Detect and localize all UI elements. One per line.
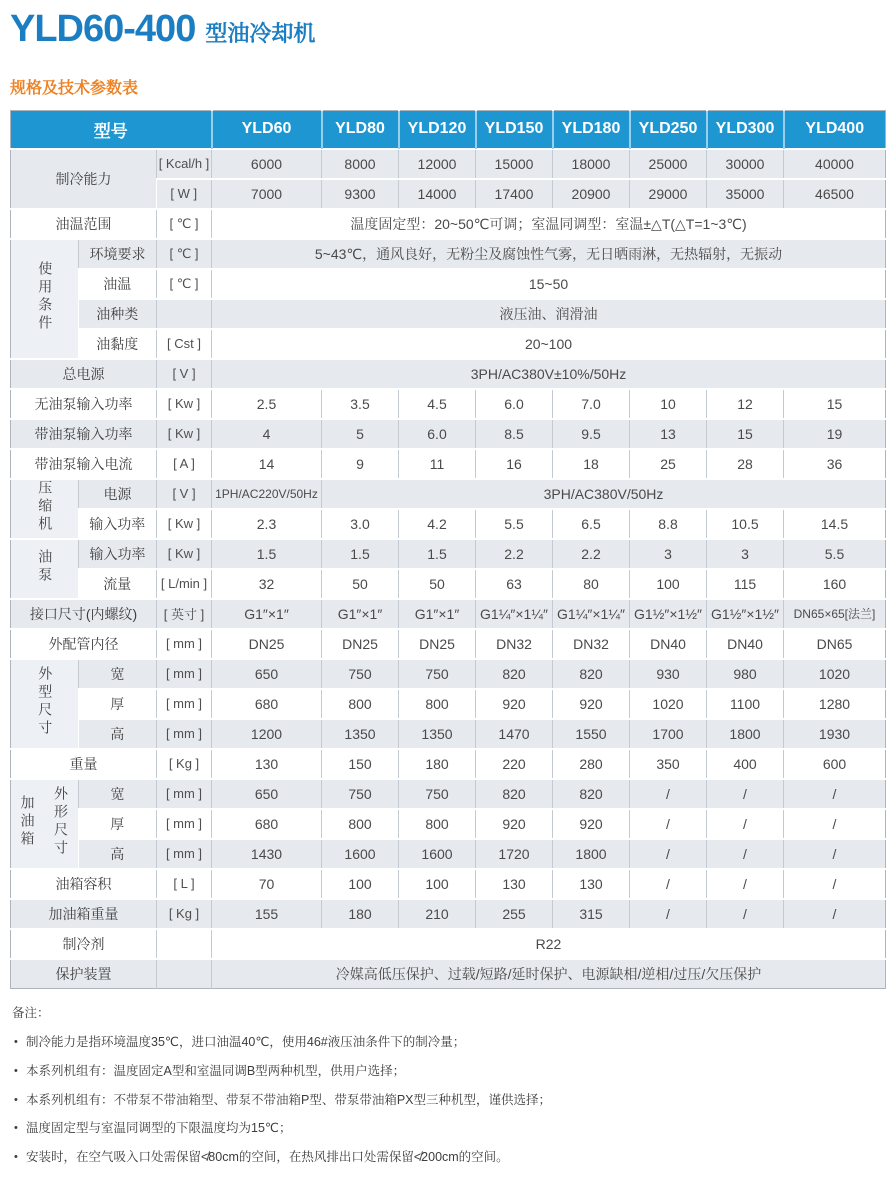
table-row: [11, 749, 886, 779]
value-cell: 3PH/AC380V±10%/50Hz: [212, 359, 886, 389]
unit-cell: [ ℃ ]: [157, 209, 212, 239]
value-cell: 100: [630, 569, 707, 599]
value-cell: 15: [784, 389, 886, 419]
row-label: 流量: [79, 569, 157, 599]
table-row: [11, 299, 886, 329]
value-cell: 1.5: [322, 539, 399, 569]
value-cell: /: [784, 869, 886, 899]
value-cell: 25000: [630, 149, 707, 179]
value-cell: 35000: [707, 179, 784, 209]
value-cell: 100: [322, 869, 399, 899]
group-label-text: 外形尺寸: [52, 786, 69, 858]
value-cell: 1800: [553, 839, 630, 869]
group-label-text: 加油箱: [19, 795, 36, 849]
value-cell: 1470: [476, 719, 553, 749]
spec-table: [10, 110, 886, 989]
value-cell: /: [784, 809, 886, 839]
table-row: [11, 629, 886, 659]
value-cell: 3: [630, 539, 707, 569]
value-cell: /: [630, 839, 707, 869]
value-cell: 920: [476, 809, 553, 839]
value-cell: 8.5: [476, 419, 553, 449]
value-cell: 18000: [553, 149, 630, 179]
note-item: • 本系列机组有：温度固定A型和室温同调B型两种机型，供用户选择；: [12, 1065, 883, 1079]
unit-cell: [157, 299, 212, 329]
value-cell: 46500: [784, 179, 886, 209]
unit-cell: [ ℃ ]: [157, 269, 212, 299]
value-cell: 1600: [399, 839, 476, 869]
note-item: • 温度固定型与室温同调型的下限温度均为15℃；: [12, 1122, 883, 1136]
value-cell: 4.2: [399, 509, 476, 539]
value-cell: /: [707, 779, 784, 809]
value-cell: 820: [476, 779, 553, 809]
value-cell: 1.5: [212, 539, 322, 569]
row-label: 输入功率: [79, 539, 157, 569]
value-cell: 4.5: [399, 389, 476, 419]
value-cell: 1350: [322, 719, 399, 749]
page-title-suffix: 型油冷却机: [205, 21, 316, 46]
value-cell: 8.8: [630, 509, 707, 539]
notes-heading: 备注：: [12, 1006, 50, 1020]
value-cell: 2.5: [212, 389, 322, 419]
value-cell: 16: [476, 449, 553, 479]
unit-cell: [ mm ]: [157, 719, 212, 749]
value-cell: DN40: [630, 629, 707, 659]
value-cell: 7.0: [553, 389, 630, 419]
value-cell: 750: [399, 659, 476, 689]
value-cell: 13: [630, 419, 707, 449]
value-cell: /: [707, 839, 784, 869]
value-cell: 温度固定型：20~50℃可调；室温同调型：室温±△T(△T=1~3℃): [212, 209, 886, 239]
value-cell: 800: [399, 689, 476, 719]
value-cell: 9300: [322, 179, 399, 209]
value-cell: G1¼″×1¼″: [553, 599, 630, 629]
unit-cell: [ Kg ]: [157, 749, 212, 779]
value-cell: 3PH/AC380V/50Hz: [322, 479, 886, 509]
unit-cell: [ L ]: [157, 869, 212, 899]
table-row: [11, 209, 886, 239]
row-label: 接口尺寸(内螺纹): [11, 599, 157, 629]
value-cell: 750: [399, 779, 476, 809]
value-cell: 1600: [322, 839, 399, 869]
header-model-col: 型号: [11, 111, 212, 149]
row-label: 加油箱重量: [11, 899, 157, 929]
value-cell: 400: [707, 749, 784, 779]
value-cell: /: [707, 869, 784, 899]
table-row: [11, 329, 886, 359]
value-cell: 15: [707, 419, 784, 449]
group-label: [11, 479, 79, 539]
group-label: [11, 539, 79, 599]
row-label: 厚: [79, 809, 157, 839]
value-cell: 220: [476, 749, 553, 779]
group-label-text: 油泵: [37, 549, 54, 585]
row-label: 保护装置: [11, 959, 157, 989]
value-cell: G1″×1″: [322, 599, 399, 629]
value-cell: 3.5: [322, 389, 399, 419]
row-label: 高: [79, 719, 157, 749]
note-item: • 安装时，在空气吸入口处需保留≮80cm的空间，在热风排出口处需保留≮200cm的空间。: [12, 1151, 883, 1165]
group-label: [11, 239, 79, 359]
value-cell: DN25: [212, 629, 322, 659]
table-row: [11, 809, 886, 839]
row-label: 油黏度: [79, 329, 157, 359]
value-cell: DN25: [399, 629, 476, 659]
value-cell: 9.5: [553, 419, 630, 449]
row-label: 制冷剂: [11, 929, 157, 959]
value-cell: 1020: [784, 659, 886, 689]
value-cell: 820: [553, 779, 630, 809]
value-cell: 930: [630, 659, 707, 689]
value-cell: 3: [707, 539, 784, 569]
value-cell: 19: [784, 419, 886, 449]
value-cell: 1430: [212, 839, 322, 869]
row-label: 高: [79, 839, 157, 869]
value-cell: 5: [322, 419, 399, 449]
value-cell: 14000: [399, 179, 476, 209]
table-row: [11, 569, 886, 599]
table-row: [11, 689, 886, 719]
value-cell: 14.5: [784, 509, 886, 539]
value-cell: 12: [707, 389, 784, 419]
value-cell: G1¼″×1¼″: [476, 599, 553, 629]
value-cell: 63: [476, 569, 553, 599]
value-cell: 6000: [212, 149, 322, 179]
row-label: 油温: [79, 269, 157, 299]
header-model-yld400: YLD400: [784, 111, 886, 149]
table-row: [11, 239, 886, 269]
value-cell: 100: [399, 869, 476, 899]
unit-cell: [157, 929, 212, 959]
row-label: 带油泵输入电流: [11, 449, 157, 479]
table-row: [11, 869, 886, 899]
value-cell: 820: [476, 659, 553, 689]
page-title: [10, 8, 883, 51]
row-label: 带油泵输入功率: [11, 419, 157, 449]
value-cell: /: [630, 869, 707, 899]
value-cell: 130: [476, 869, 553, 899]
table-row: [11, 959, 886, 989]
table-row: [11, 929, 886, 959]
value-cell: DN32: [476, 629, 553, 659]
value-cell: DN40: [707, 629, 784, 659]
value-cell: 1200: [212, 719, 322, 749]
value-cell: 17400: [476, 179, 553, 209]
value-cell: 10.5: [707, 509, 784, 539]
table-row: [11, 599, 886, 629]
header-model-yld60: YLD60: [212, 111, 322, 149]
value-cell: 920: [476, 689, 553, 719]
value-cell: 800: [322, 689, 399, 719]
value-cell: 1700: [630, 719, 707, 749]
value-cell: 15~50: [212, 269, 886, 299]
value-cell: 130: [212, 749, 322, 779]
unit-cell: [ A ]: [157, 449, 212, 479]
row-label: 油温范围: [11, 209, 157, 239]
row-label: 宽: [79, 659, 157, 689]
table-row: [11, 269, 886, 299]
value-cell: 1550: [553, 719, 630, 749]
unit-cell: [ Kcal/h ]: [157, 149, 212, 179]
value-cell: 50: [399, 569, 476, 599]
value-cell: 2.2: [476, 539, 553, 569]
group-label-text: 压缩机: [37, 480, 54, 534]
value-cell: 30000: [707, 149, 784, 179]
value-cell: 920: [553, 689, 630, 719]
value-cell: 80: [553, 569, 630, 599]
table-row: [11, 899, 886, 929]
header-model-yld250: YLD250: [630, 111, 707, 149]
group-label-text: 外型尺寸: [37, 666, 54, 738]
row-label: 油种类: [79, 299, 157, 329]
value-cell: 280: [553, 749, 630, 779]
row-label: 总电源: [11, 359, 157, 389]
value-cell: 820: [553, 659, 630, 689]
table-row: [11, 479, 886, 509]
value-cell: 12000: [399, 149, 476, 179]
table-row: [11, 419, 886, 449]
group-label: [43, 779, 79, 869]
value-cell: 1930: [784, 719, 886, 749]
value-cell: DN65×65[法兰]: [784, 599, 886, 629]
unit-cell: [ Kw ]: [157, 419, 212, 449]
notes-section: [10, 1003, 883, 1165]
value-cell: 1.5: [399, 539, 476, 569]
value-cell: 冷媒高低压保护、过载/短路/延时保护、电源缺相/逆相/过压/欠压保护: [212, 959, 886, 989]
table-row: [11, 839, 886, 869]
header-model-yld80: YLD80: [322, 111, 399, 149]
value-cell: 5.5: [784, 539, 886, 569]
value-cell: 1100: [707, 689, 784, 719]
table-row: [11, 389, 886, 419]
value-cell: R22: [212, 929, 886, 959]
value-cell: 1800: [707, 719, 784, 749]
value-cell: /: [630, 809, 707, 839]
table-row: [11, 719, 886, 749]
value-cell: 29000: [630, 179, 707, 209]
group-label-text: 使用条件: [37, 261, 54, 333]
value-cell: 32: [212, 569, 322, 599]
value-cell: 150: [322, 749, 399, 779]
value-cell: 2.3: [212, 509, 322, 539]
table-row: [11, 449, 886, 479]
unit-cell: [157, 959, 212, 989]
value-cell: G1½″×1½″: [707, 599, 784, 629]
note-item: • 制冷能力是指环境温度35℃，进口油温40℃，使用46#液压油条件下的制冷量；: [12, 1036, 883, 1050]
unit-cell: [ mm ]: [157, 659, 212, 689]
value-cell: 18: [553, 449, 630, 479]
row-label: 电源: [79, 479, 157, 509]
value-cell: G1″×1″: [212, 599, 322, 629]
value-cell: 180: [399, 749, 476, 779]
value-cell: 115: [707, 569, 784, 599]
group-label: [11, 659, 79, 749]
unit-cell: [ V ]: [157, 479, 212, 509]
header-model-yld120: YLD120: [399, 111, 476, 149]
group-label: [11, 779, 43, 869]
unit-cell: [ 英寸 ]: [157, 599, 212, 629]
value-cell: 680: [212, 809, 322, 839]
value-cell: 800: [399, 809, 476, 839]
value-cell: DN32: [553, 629, 630, 659]
value-cell: 25: [630, 449, 707, 479]
table-row: [11, 779, 886, 809]
unit-cell: [ mm ]: [157, 629, 212, 659]
table-row: [11, 509, 886, 539]
unit-cell: [ mm ]: [157, 839, 212, 869]
unit-cell: [ Kg ]: [157, 899, 212, 929]
value-cell: 3.0: [322, 509, 399, 539]
value-cell: 155: [212, 899, 322, 929]
value-cell: DN25: [322, 629, 399, 659]
value-cell: 6.0: [476, 389, 553, 419]
header-model-yld180: YLD180: [553, 111, 630, 149]
value-cell: 50: [322, 569, 399, 599]
row-label: 宽: [79, 779, 157, 809]
value-cell: 14: [212, 449, 322, 479]
value-cell: 7000: [212, 179, 322, 209]
value-cell: 255: [476, 899, 553, 929]
row-label: 输入功率: [79, 509, 157, 539]
value-cell: 液压油、润滑油: [212, 299, 886, 329]
row-label: 油箱容积: [11, 869, 157, 899]
value-cell: /: [630, 899, 707, 929]
value-cell: 650: [212, 779, 322, 809]
unit-cell: [ Kw ]: [157, 509, 212, 539]
row-label: 外配管内径: [11, 629, 157, 659]
unit-cell: [ Kw ]: [157, 389, 212, 419]
value-cell: 40000: [784, 149, 886, 179]
value-cell: 36: [784, 449, 886, 479]
value-cell: 15000: [476, 149, 553, 179]
value-cell: 70: [212, 869, 322, 899]
value-cell: 20~100: [212, 329, 886, 359]
value-cell: 750: [322, 779, 399, 809]
value-cell: /: [707, 809, 784, 839]
unit-cell: [ W ]: [157, 179, 212, 209]
value-cell: 650: [212, 659, 322, 689]
value-cell: 210: [399, 899, 476, 929]
value-cell: 800: [322, 809, 399, 839]
unit-cell: [ mm ]: [157, 689, 212, 719]
section-title: 规格及技术参数表: [10, 80, 139, 97]
note-item: • 本系列机组有：不带泵不带油箱型、带泵不带油箱P型、带泵带油箱PX型三种机型，谨供选择；: [12, 1094, 883, 1108]
value-cell: 8000: [322, 149, 399, 179]
value-cell: 160: [784, 569, 886, 599]
value-cell: 20900: [553, 179, 630, 209]
value-cell: /: [784, 839, 886, 869]
header-model-yld150: YLD150: [476, 111, 553, 149]
value-cell: /: [707, 899, 784, 929]
value-cell: 1720: [476, 839, 553, 869]
table-row: [11, 659, 886, 689]
row-label: 环境要求: [79, 239, 157, 269]
value-cell: 2.2: [553, 539, 630, 569]
value-cell: DN65: [784, 629, 886, 659]
notes-list: [12, 1036, 883, 1165]
unit-cell: [ Kw ]: [157, 539, 212, 569]
value-cell: /: [784, 779, 886, 809]
row-label: 重量: [11, 749, 157, 779]
value-cell: 920: [553, 809, 630, 839]
value-cell: 6.0: [399, 419, 476, 449]
row-label: 厚: [79, 689, 157, 719]
value-cell: 180: [322, 899, 399, 929]
value-cell: 130: [553, 869, 630, 899]
table-row: [11, 149, 886, 179]
header-model-yld300: YLD300: [707, 111, 784, 149]
value-cell: 1280: [784, 689, 886, 719]
value-cell: 9: [322, 449, 399, 479]
unit-cell: [ mm ]: [157, 779, 212, 809]
value-cell: 5.5: [476, 509, 553, 539]
value-cell: 680: [212, 689, 322, 719]
value-cell: 10: [630, 389, 707, 419]
value-cell: 315: [553, 899, 630, 929]
table-row: [11, 359, 886, 389]
value-cell: /: [630, 779, 707, 809]
value-cell: 4: [212, 419, 322, 449]
page-title-model-range: YLD60-400: [10, 8, 196, 50]
value-cell: 1350: [399, 719, 476, 749]
value-cell: 6.5: [553, 509, 630, 539]
table-header: [11, 111, 886, 149]
value-cell: G1½″×1½″: [630, 599, 707, 629]
value-cell: 28: [707, 449, 784, 479]
value-cell: 750: [322, 659, 399, 689]
value-cell: 1020: [630, 689, 707, 719]
table-row: [11, 539, 886, 569]
value-cell: 5~43℃，通风良好，无粉尘及腐蚀性气雾，无日晒雨淋，无热辐射，无振动: [212, 239, 886, 269]
value-cell: /: [784, 899, 886, 929]
unit-cell: [ L/min ]: [157, 569, 212, 599]
row-label: 制冷能力: [11, 149, 157, 209]
unit-cell: [ ℃ ]: [157, 239, 212, 269]
value-cell: 350: [630, 749, 707, 779]
value-cell: G1″×1″: [399, 599, 476, 629]
value-cell: 1PH/AC220V/50Hz: [212, 479, 322, 509]
value-cell: 600: [784, 749, 886, 779]
unit-cell: [ Cst ]: [157, 329, 212, 359]
value-cell: 980: [707, 659, 784, 689]
row-label: 无油泵输入功率: [11, 389, 157, 419]
value-cell: 11: [399, 449, 476, 479]
unit-cell: [ mm ]: [157, 809, 212, 839]
unit-cell: [ V ]: [157, 359, 212, 389]
